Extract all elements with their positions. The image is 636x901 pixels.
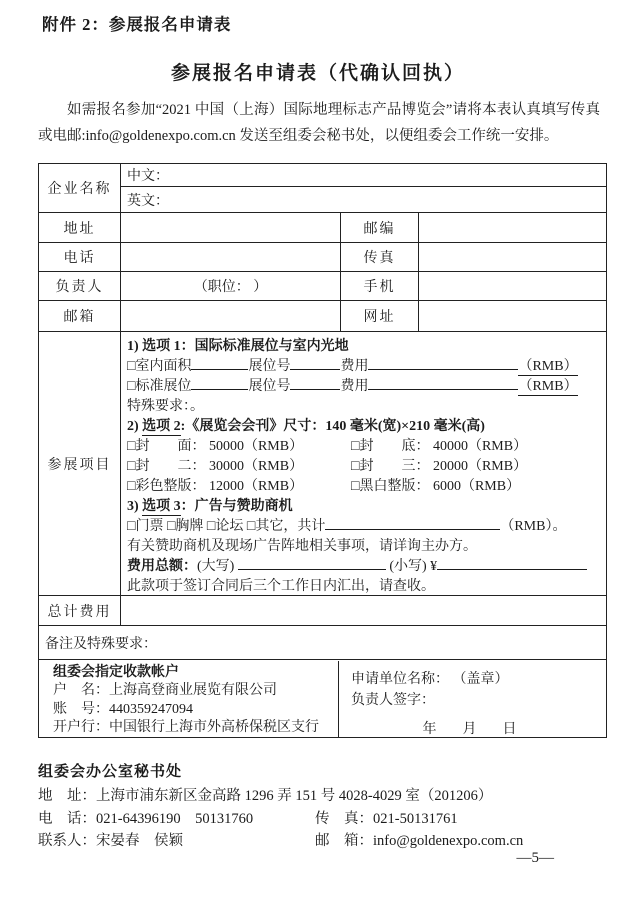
- applicant-block: [339, 661, 600, 737]
- fee-row-1: [127, 435, 600, 455]
- daxie-blank: [238, 556, 386, 570]
- page-title: 参展报名申请表（代确认回执）: [170, 63, 465, 84]
- phone-label: 电话: [39, 243, 121, 272]
- total-fee-label: 总计费用: [39, 596, 121, 626]
- option2-name: 选项 2: [142, 418, 181, 434]
- option1-standard-line: [127, 375, 600, 395]
- intro-paragraph: 如需报名参加“2021 中国（上海）国际地理标志产品博览会”请将本表认真填写传真或电邮:info@goldenexpo.com.cn 发送至组委会秘书处，以便组委会工作统一安排。: [38, 102, 600, 144]
- option3-rest: ：广告与赞助商机: [180, 498, 293, 514]
- option3-name: 选项 3: [142, 498, 181, 514]
- option2-rest: :《展览会会刊》尺寸：140 毫米(宽)×210 毫米(高): [180, 418, 485, 434]
- remarks-label: 备注及特殊要求：: [39, 626, 607, 660]
- special-request-line: 特殊要求：。: [127, 398, 204, 414]
- email-label: 邮箱: [39, 301, 121, 332]
- booth-no-label: 展位号: [248, 358, 291, 374]
- applicant-sign-label: 负责人签字：: [351, 692, 435, 708]
- items-row: [39, 332, 607, 596]
- bank-account-block: [45, 661, 339, 737]
- booth-no-label2: 展位号: [248, 378, 291, 394]
- items-content-cell: [121, 332, 607, 596]
- rmb-label: （RMB）: [518, 358, 578, 374]
- fee-cover-back: □封 底： 40000（RMB）: [351, 438, 528, 454]
- company-name-label: 企业名称: [39, 164, 121, 213]
- option1-heading: 1) 选项 1：国际标准展位与室内光地: [127, 338, 349, 354]
- option2-heading: [127, 415, 600, 435]
- website-label: 网址: [341, 301, 419, 332]
- fee-blank: [368, 356, 518, 370]
- daxie-label: (大写): [197, 558, 235, 574]
- indoor-area-blank: [191, 356, 248, 370]
- company-en-field: 英文：: [121, 187, 607, 213]
- bank-account-title: 组委会指定收款帐户: [53, 664, 179, 680]
- registration-form-table: [38, 163, 607, 738]
- secretariat-footer: [38, 762, 602, 853]
- manager-label: 负责人: [39, 272, 121, 301]
- secretariat-email: 邮 箱：info@goldenexpo.com.cn: [315, 833, 524, 849]
- total-fee-row: [39, 596, 607, 626]
- account-cell: [39, 660, 607, 738]
- rmb-label2: （RMB）: [518, 378, 578, 394]
- option3-checkbox-line: [127, 515, 600, 535]
- applicant-date-label: 年 月 日: [422, 721, 523, 737]
- mobile-field: [419, 272, 607, 301]
- xiaoxie-label: (小写) ¥: [389, 558, 438, 574]
- option3-heading: [127, 495, 600, 515]
- secretariat-title: 组委会办公室秘书处: [38, 764, 183, 780]
- postal-field: [419, 213, 607, 243]
- fee-label2: 费用: [340, 378, 369, 394]
- booth-no-blank2: [290, 376, 340, 390]
- fee-color-page: □彩色整版： 12000（RMB）: [127, 478, 304, 494]
- postal-label: 邮编: [341, 213, 419, 243]
- indoor-area-checkbox-label: □室内面积: [127, 358, 192, 374]
- account-holder: 户 名：上海高登商业展览有限公司: [53, 683, 277, 698]
- fax-label: 传真: [341, 243, 419, 272]
- phone-row: [39, 243, 607, 272]
- company-en-row: [39, 187, 607, 213]
- account-row: [39, 660, 607, 738]
- secretariat-contacts: 联系人：宋晏春 侯颖: [38, 833, 183, 849]
- option2-number: 2): [127, 418, 143, 434]
- fee-cover-front: □封 面： 50000（RMB）: [127, 438, 304, 454]
- booth-no-blank: [290, 356, 340, 370]
- company-cn-field: 中文：: [121, 164, 607, 187]
- fee-bw-page: □黑白整版： 6000（RMB）: [351, 478, 521, 494]
- address-label: 地址: [39, 213, 121, 243]
- company-cn-row: [39, 164, 607, 187]
- website-field: [419, 301, 607, 332]
- account-flex: [45, 661, 600, 737]
- fee-label: 费用: [340, 358, 369, 374]
- standard-booth-checkbox-label: □标准展位: [127, 378, 192, 394]
- fee-cover-3: □封 三： 20000（RMB）: [351, 458, 528, 474]
- secretariat-fax: 传 真：021-50131761: [315, 810, 458, 827]
- sponsor-note-line: 有关赞助商机及现场广告阵地相关事项，请详询主办方。: [127, 538, 477, 554]
- position-field: （职位： ）: [121, 272, 341, 301]
- fee-cover-2: □封 二： 30000（RMB）: [127, 458, 304, 474]
- secretariat-phone-fax-line: [38, 808, 602, 831]
- email-row: [39, 301, 607, 332]
- attachment-header: 附件 2：参展报名申请表: [42, 15, 232, 34]
- option3-number: 3): [127, 498, 143, 514]
- secretariat-address: 地 址：上海市浦东新区金高路 1296 弄 151 号 4028-4029 室（201206）: [38, 788, 493, 804]
- address-row: [39, 213, 607, 243]
- total-fee-field: [121, 596, 607, 626]
- payment-note-line: 此款项于签订合同后三个工作日内汇出，请查收。: [127, 578, 435, 594]
- standard-area-blank: [191, 376, 248, 390]
- fax-field: [419, 243, 607, 272]
- page-number: —5—: [516, 850, 554, 866]
- option3-checkboxes: □门票 □胸牌 □论坛 □其它，共计: [127, 518, 326, 534]
- option3-rmb: （RMB）。: [500, 518, 567, 534]
- total-amount-label: 费用总额：: [127, 558, 197, 574]
- applicant-unit-label: 申请单位名称： （盖章）: [351, 671, 509, 687]
- fee-row-2: [127, 455, 600, 475]
- manager-row: [39, 272, 607, 301]
- xiaoxie-blank: [437, 556, 587, 570]
- phone-field: [121, 243, 341, 272]
- secretariat-phone: 电 话：021-64396190 50131760: [38, 810, 254, 827]
- items-label: 参展项目: [39, 332, 121, 596]
- total-amount-line: [127, 555, 600, 575]
- account-number: 账 号：440359247094: [53, 701, 193, 717]
- email-field: [121, 301, 341, 332]
- option1-indoor-line: [127, 355, 600, 375]
- fee-blank2: [368, 376, 518, 390]
- account-bank: 开户行：中国银行上海市外高桥保税区支行: [53, 720, 319, 735]
- items-content: [127, 335, 600, 593]
- fee-row-3: [127, 475, 600, 495]
- option3-total-blank: [325, 516, 500, 530]
- address-field: [121, 213, 341, 243]
- remarks-row: [39, 626, 607, 660]
- mobile-label: 手机: [341, 272, 419, 301]
